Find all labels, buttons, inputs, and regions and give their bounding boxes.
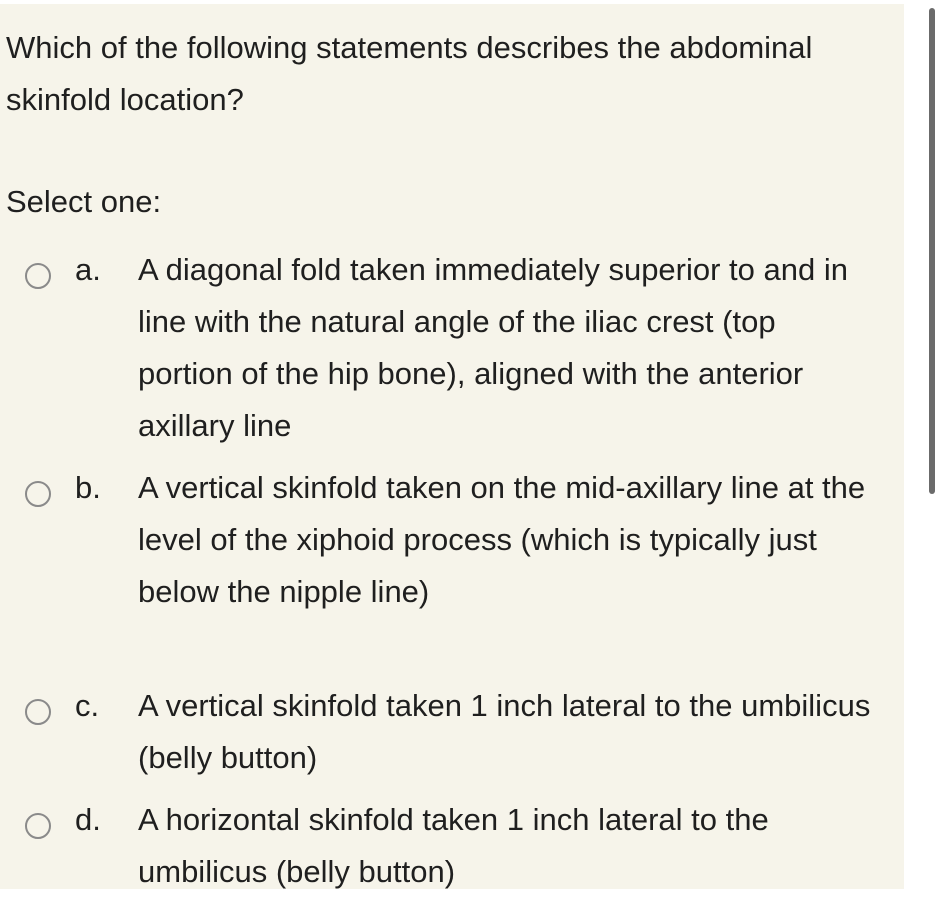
vertical-scrollbar[interactable] — [929, 8, 935, 494]
option-c-text[interactable]: A vertical skinfold taken 1 inch lateral to the umbilicus (belly button) — [138, 688, 871, 775]
option-b-text[interactable]: A vertical skinfold taken on the mid-axillary line at the level of the xiphoid process (which is typically just below the nipple line) — [138, 470, 866, 609]
option-c-letter: c. — [75, 688, 100, 723]
option-a-letter: a. — [75, 252, 101, 287]
select-one-label: Select one: — [6, 184, 162, 219]
radio-button-d[interactable] — [25, 813, 51, 839]
radio-button-a[interactable] — [25, 263, 51, 289]
quiz-panel — [0, 4, 904, 889]
option-d-letter: d. — [75, 802, 101, 837]
radio-button-b[interactable] — [25, 481, 51, 507]
radio-button-c[interactable] — [25, 699, 51, 725]
question-text: Which of the following statements describes the abdominal skinfold location? — [6, 30, 813, 117]
option-b-letter: b. — [75, 470, 101, 505]
option-a-text[interactable]: A diagonal fold taken immediately superior to and in line with the natural angle of the iliac crest (top portion of the hip bone), aligned with the anterior axillary line — [138, 252, 848, 443]
option-d-text[interactable]: A horizontal skinfold taken 1 inch lateral to the umbilicus (belly button) — [138, 802, 769, 889]
